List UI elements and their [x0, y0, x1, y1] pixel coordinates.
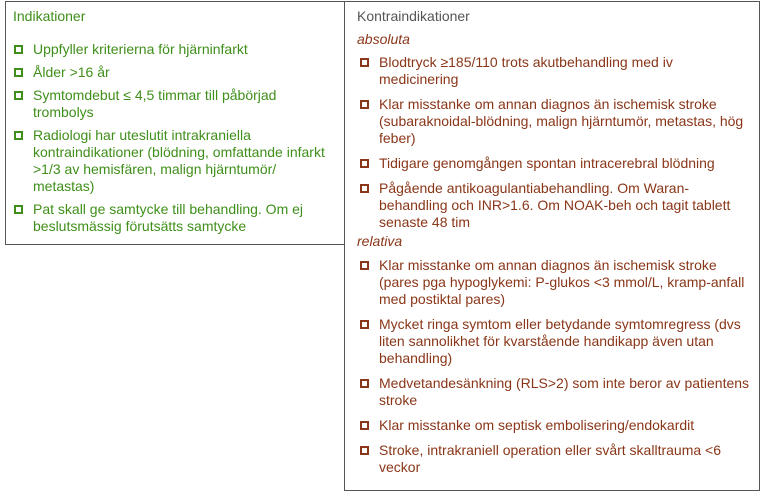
- list-item: [345, 442, 759, 476]
- checkbox-icon: [360, 184, 369, 193]
- indikationer-box: [5, 1, 345, 245]
- checkbox-icon: [14, 205, 23, 214]
- item-text: Blodtryck ≥185/110 trots akutbehandling med iv medicinering: [379, 54, 673, 87]
- item-text: Mycket ringa symtom eller betydande symtomregress (dvs liten sannolikhet för kvarstående handikapp även utan behandling): [379, 316, 741, 366]
- checkbox-icon: [14, 68, 23, 77]
- kontraindikationer-title: Kontraindikationer: [357, 8, 470, 24]
- absoluta-list: [345, 54, 759, 231]
- list-item: [345, 375, 759, 409]
- list-item: [6, 41, 344, 58]
- relativa-heading: relativa: [357, 233, 403, 249]
- item-text: Symtomdebut ≤ 4,5 timmar till påbörjad trombolys: [33, 87, 277, 120]
- list-item: [345, 180, 759, 231]
- checkbox-icon: [360, 379, 369, 388]
- item-text: Medvetandesänkning (RLS>2) som inte beror av patientens stroke: [379, 375, 750, 408]
- checkbox-icon: [14, 91, 23, 100]
- checkbox-icon: [360, 446, 369, 455]
- absoluta-heading: absoluta: [357, 31, 410, 47]
- item-text: Stroke, intrakraniell operation eller svårt skalltrauma <6 veckor: [379, 442, 721, 475]
- checkbox-icon: [360, 421, 369, 430]
- item-text: Uppfyller kriterierna för hjärninfarkt: [33, 41, 248, 57]
- list-item: [6, 201, 344, 235]
- checkbox-icon: [360, 320, 369, 329]
- item-text: Pat skall ge samtycke till behandling. Om ej beslutsmässig förutsätts samtycke: [33, 201, 304, 234]
- list-item: [345, 54, 759, 88]
- item-text: Klar misstanke om annan diagnos än ischemisk stroke (subaraknoidal-blödning, malign hjärntumör, metastas, hög feber): [379, 96, 744, 146]
- item-text: Tidigare genomgången spontan intracerebral blödning: [379, 155, 715, 171]
- item-text: Klar misstanke om septisk embolisering/endokardit: [379, 417, 695, 433]
- list-item: [6, 87, 344, 121]
- checkbox-icon: [14, 131, 23, 140]
- checkbox-icon: [360, 261, 369, 270]
- list-item: [345, 155, 759, 172]
- checkbox-icon: [14, 45, 23, 54]
- indikationer-title: Indikationer: [13, 8, 86, 24]
- item-text: Pågående antikoagulantiabehandling. Om Waran-behandling och INR>1.6. Om NOAK-beh och tagit tablett senaste 48 tim: [379, 180, 731, 230]
- checkbox-icon: [360, 100, 369, 109]
- item-text: Klar misstanke om annan diagnos än ischemisk stroke (pares pga hypoglykemi: P-glukos <3 mmol/L, kramp-anfall med postiktal pares): [379, 257, 745, 307]
- item-text: Radiologi har uteslutit intrakraniella kontraindikationer (blödning, omfattande infarkt >1/3 av hemisfären, malign hjärntumör/ metastas): [33, 127, 325, 194]
- item-text: Ålder >16 år: [33, 64, 110, 80]
- list-item: [6, 127, 344, 195]
- list-item: [345, 316, 759, 367]
- indikationer-list: [6, 41, 344, 235]
- kontraindikationer-box: [344, 1, 760, 491]
- list-item: [345, 96, 759, 147]
- list-item: [345, 257, 759, 308]
- list-item: [345, 417, 759, 434]
- checkbox-icon: [360, 159, 369, 168]
- checkbox-icon: [360, 58, 369, 67]
- relativa-list: [345, 257, 759, 476]
- list-item: [6, 64, 344, 81]
